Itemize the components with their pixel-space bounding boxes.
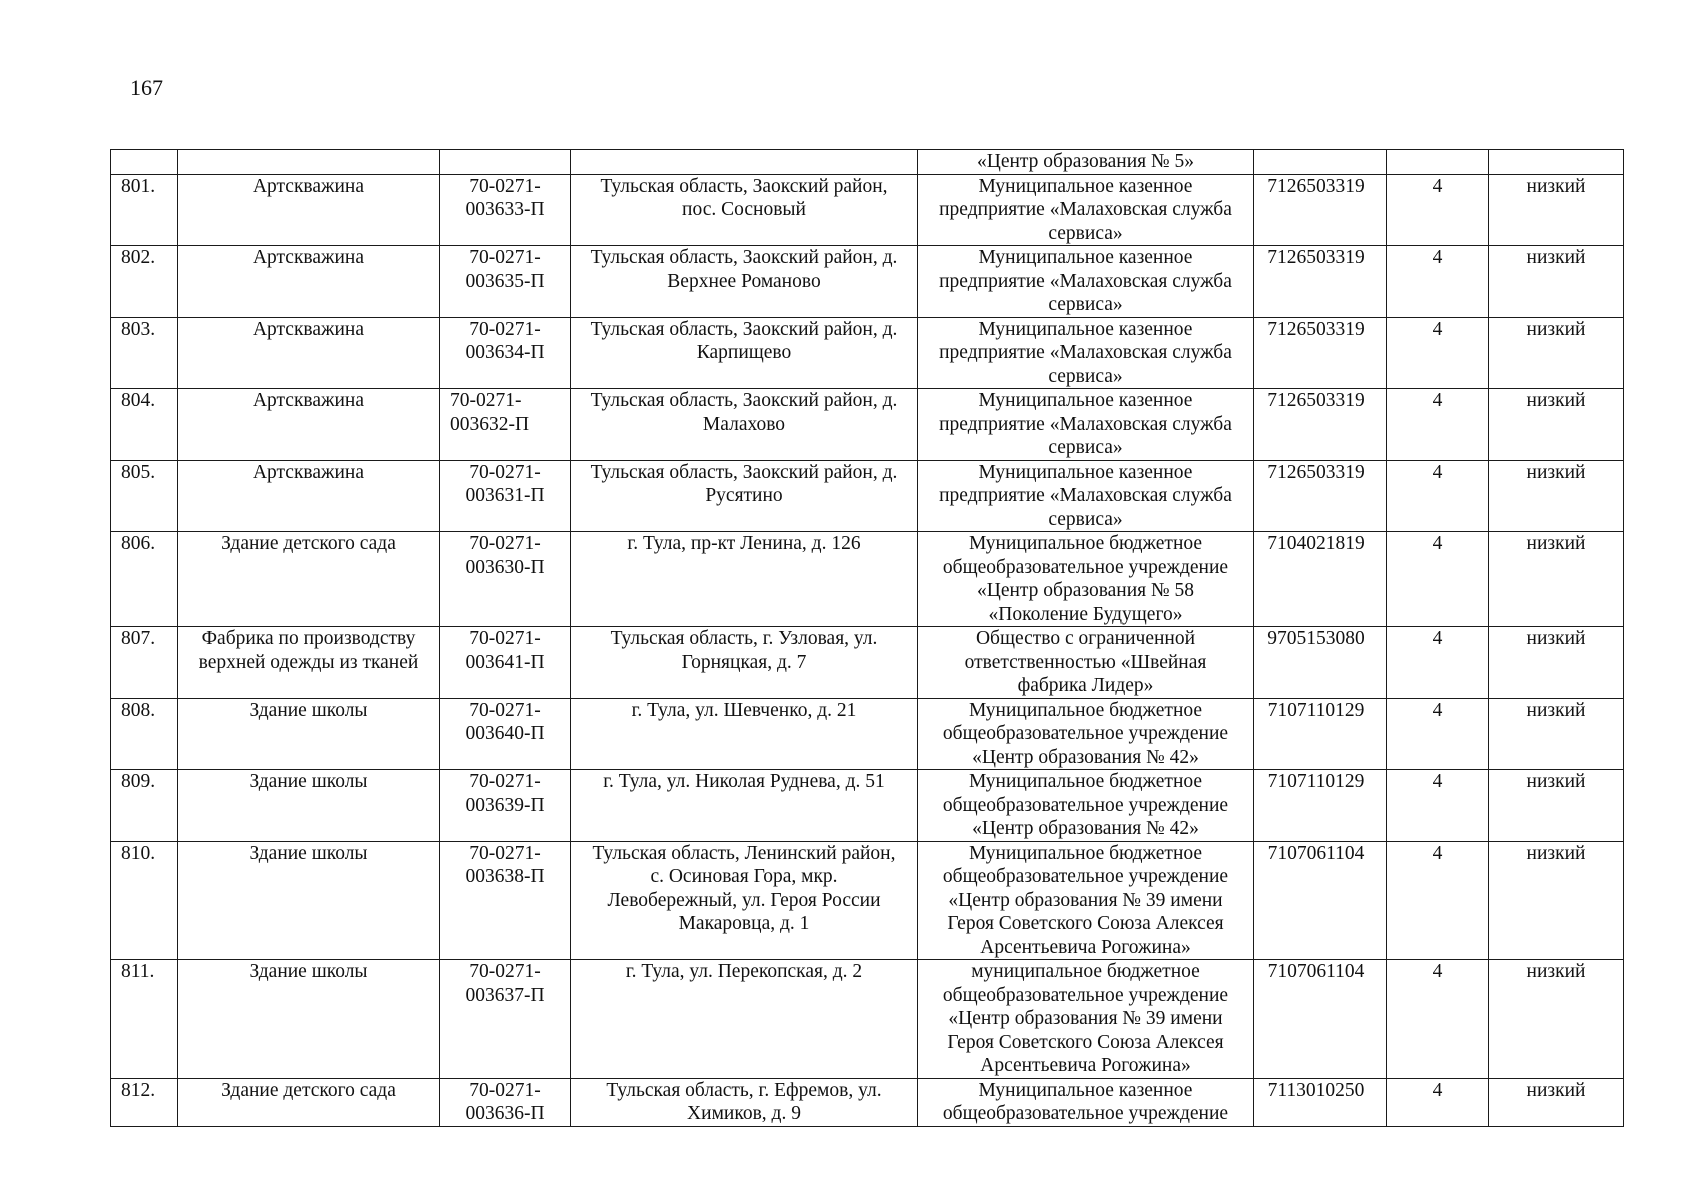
cell-risk: низкий <box>1489 460 1624 532</box>
cell-organization: муниципальное бюджетное общеобразовательное учреждение «Центр образования № 39 имени Героя Советского Союза Алексея Арсентьевича Рогожина» <box>918 960 1254 1079</box>
cell-risk: низкий <box>1489 389 1624 461</box>
cell-category: 4 <box>1387 317 1489 389</box>
table-row <box>111 389 1624 461</box>
cell-risk <box>1489 150 1624 175</box>
cell-category: 4 <box>1387 698 1489 770</box>
cell-inn: 7107110129 <box>1254 698 1387 770</box>
cell-address: г. Тула, пр-кт Ленина, д. 126 <box>571 532 918 627</box>
cell-risk: низкий <box>1489 317 1624 389</box>
objects-registry-table <box>110 149 1624 1127</box>
cell-address: Тульская область, Заокский район, д. Карпищево <box>571 317 918 389</box>
cell-risk: низкий <box>1489 174 1624 246</box>
cell-inn: 7113010250 <box>1254 1078 1387 1126</box>
cell-organization: Общество с ограниченной ответственностью «Швейная фабрика Лидер» <box>918 627 1254 699</box>
cell-inn: 7107061104 <box>1254 841 1387 960</box>
cell-category: 4 <box>1387 841 1489 960</box>
cell-risk: низкий <box>1489 1078 1624 1126</box>
table-row <box>111 960 1624 1079</box>
cell-inn <box>1254 150 1387 175</box>
cell-num: 810. <box>111 841 178 960</box>
cell-category: 4 <box>1387 174 1489 246</box>
cell-num: 806. <box>111 532 178 627</box>
cell-code: 70-0271- 003631-П <box>440 460 571 532</box>
cell-object: Артскважина <box>178 246 440 318</box>
cell-organization: Муниципальное казенное предприятие «Малаховская служба сервиса» <box>918 317 1254 389</box>
cell-address: Тульская область, Заокский район, д. Русятино <box>571 460 918 532</box>
cell-organization: «Центр образования № 5» <box>918 150 1254 175</box>
cell-address: г. Тула, ул. Шевченко, д. 21 <box>571 698 918 770</box>
cell-code: 70-0271- 003638-П <box>440 841 571 960</box>
table-row <box>111 841 1624 960</box>
table-row <box>111 1078 1624 1126</box>
cell-organization: Муниципальное казенное предприятие «Малаховская служба сервиса» <box>918 389 1254 461</box>
cell-address: Тульская область, Заокский район, д. Верхнее Романово <box>571 246 918 318</box>
cell-address: г. Тула, ул. Николая Руднева, д. 51 <box>571 770 918 842</box>
table-row <box>111 770 1624 842</box>
cell-code: 70-0271- 003640-П <box>440 698 571 770</box>
cell-risk: низкий <box>1489 960 1624 1079</box>
cell-code: 70-0271- 003637-П <box>440 960 571 1079</box>
cell-inn: 7126503319 <box>1254 174 1387 246</box>
cell-category: 4 <box>1387 770 1489 842</box>
cell-inn: 7126503319 <box>1254 317 1387 389</box>
cell-risk: низкий <box>1489 698 1624 770</box>
table-row <box>111 532 1624 627</box>
cell-category: 4 <box>1387 460 1489 532</box>
cell-num: 807. <box>111 627 178 699</box>
cell-address: Тульская область, г. Ефремов, ул. Химиков, д. 9 <box>571 1078 918 1126</box>
cell-address: Тульская область, Заокский район, пос. Сосновый <box>571 174 918 246</box>
cell-num: 804. <box>111 389 178 461</box>
cell-code: 70-0271- 003633-П <box>440 174 571 246</box>
cell-category: 4 <box>1387 532 1489 627</box>
cell-object: Здание детского сада <box>178 1078 440 1126</box>
cell-code <box>440 150 571 175</box>
table-row <box>111 174 1624 246</box>
cell-organization: Муниципальное казенное предприятие «Малаховская служба сервиса» <box>918 174 1254 246</box>
cell-num: 802. <box>111 246 178 318</box>
cell-risk: низкий <box>1489 532 1624 627</box>
table-row <box>111 698 1624 770</box>
cell-address <box>571 150 918 175</box>
cell-category: 4 <box>1387 389 1489 461</box>
cell-object: Артскважина <box>178 389 440 461</box>
cell-address: Тульская область, г. Узловая, ул. Горняцкая, д. 7 <box>571 627 918 699</box>
cell-organization: Муниципальное казенное предприятие «Малаховская служба сервиса» <box>918 460 1254 532</box>
cell-risk: низкий <box>1489 770 1624 842</box>
cell-risk: низкий <box>1489 246 1624 318</box>
table-row <box>111 246 1624 318</box>
cell-num: 811. <box>111 960 178 1079</box>
cell-address: г. Тула, ул. Перекопская, д. 2 <box>571 960 918 1079</box>
cell-inn: 7107110129 <box>1254 770 1387 842</box>
registry-body <box>111 150 1624 1127</box>
cell-code: 70-0271- 003630-П <box>440 532 571 627</box>
table-row <box>111 317 1624 389</box>
cell-category <box>1387 150 1489 175</box>
cell-object: Здание школы <box>178 960 440 1079</box>
table-row <box>111 627 1624 699</box>
cell-num: 803. <box>111 317 178 389</box>
cell-object: Здание детского сада <box>178 532 440 627</box>
cell-organization: Муниципальное бюджетное общеобразовательное учреждение «Центр образования № 58 «Поколение Будущего» <box>918 532 1254 627</box>
cell-object: Артскважина <box>178 317 440 389</box>
cell-num: 808. <box>111 698 178 770</box>
cell-address: Тульская область, Заокский район, д. Малахово <box>571 389 918 461</box>
cell-risk: низкий <box>1489 841 1624 960</box>
cell-object: Фабрика по производству верхней одежды из тканей <box>178 627 440 699</box>
cell-code: 70-0271- 003639-П <box>440 770 571 842</box>
cell-inn: 7104021819 <box>1254 532 1387 627</box>
cell-object: Здание школы <box>178 841 440 960</box>
table-row <box>111 460 1624 532</box>
cell-inn: 7126503319 <box>1254 246 1387 318</box>
cell-address: Тульская область, Ленинский район, с. Осиновая Гора, мкр. Левобережный, ул. Героя России Макаровца, д. 1 <box>571 841 918 960</box>
cell-num: 809. <box>111 770 178 842</box>
page-number: 167 <box>130 75 163 100</box>
cell-object: Артскважина <box>178 460 440 532</box>
cell-inn: 7126503319 <box>1254 389 1387 461</box>
cell-category: 4 <box>1387 246 1489 318</box>
cell-num: 801. <box>111 174 178 246</box>
cell-organization: Муниципальное казенное общеобразовательное учреждение <box>918 1078 1254 1126</box>
cell-object: Артскважина <box>178 174 440 246</box>
cell-organization: Муниципальное бюджетное общеобразовательное учреждение «Центр образования № 39 имени Героя Советского Союза Алексея Арсентьевича Рогожина» <box>918 841 1254 960</box>
cell-code: 70-0271- 003632-П <box>440 389 571 461</box>
cell-code: 70-0271- 003634-П <box>440 317 571 389</box>
continued-row <box>111 150 1624 175</box>
cell-category: 4 <box>1387 1078 1489 1126</box>
cell-num: 805. <box>111 460 178 532</box>
cell-num: 812. <box>111 1078 178 1126</box>
cell-inn: 7126503319 <box>1254 460 1387 532</box>
cell-code: 70-0271- 003641-П <box>440 627 571 699</box>
cell-num <box>111 150 178 175</box>
cell-category: 4 <box>1387 960 1489 1079</box>
cell-inn: 7107061104 <box>1254 960 1387 1079</box>
cell-code: 70-0271- 003635-П <box>440 246 571 318</box>
cell-object <box>178 150 440 175</box>
cell-organization: Муниципальное казенное предприятие «Малаховская служба сервиса» <box>918 246 1254 318</box>
cell-organization: Муниципальное бюджетное общеобразовательное учреждение «Центр образования № 42» <box>918 770 1254 842</box>
cell-object: Здание школы <box>178 698 440 770</box>
cell-code: 70-0271- 003636-П <box>440 1078 571 1126</box>
cell-risk: низкий <box>1489 627 1624 699</box>
cell-category: 4 <box>1387 627 1489 699</box>
cell-inn: 9705153080 <box>1254 627 1387 699</box>
cell-object: Здание школы <box>178 770 440 842</box>
cell-organization: Муниципальное бюджетное общеобразовательное учреждение «Центр образования № 42» <box>918 698 1254 770</box>
